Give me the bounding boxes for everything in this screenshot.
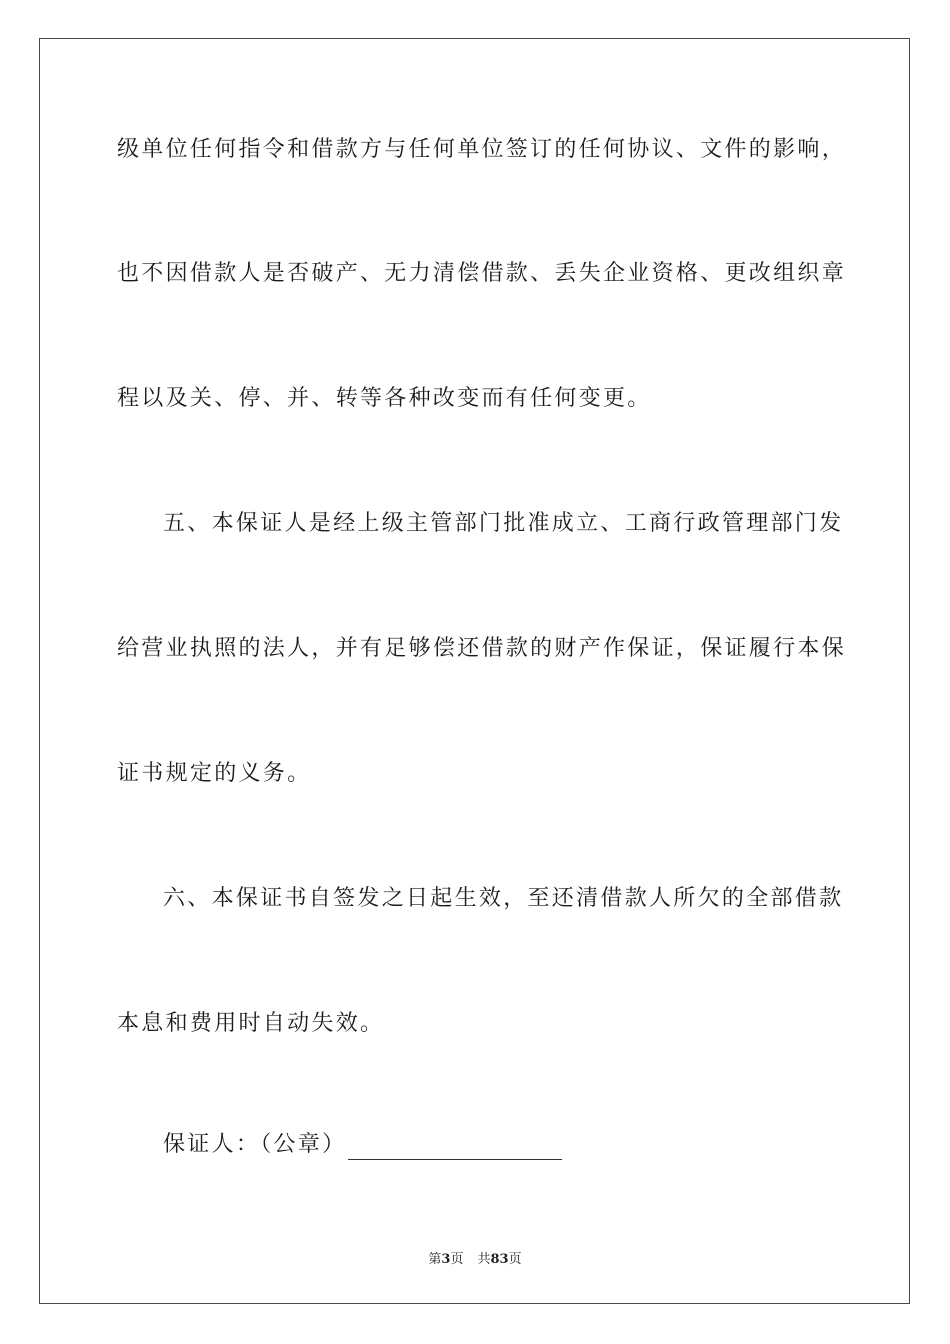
body-line-2: 也不因借款人是否破产、无力清偿借款、丢失企业资格、更改组织章 — [117, 261, 847, 286]
total-prefix: 共 — [477, 1252, 491, 1267]
body-line-1: 级单位任何指令和借款方与任何单位签订的任何协议、文件的影响， — [117, 137, 847, 162]
clause-five-line-2: 给营业执照的法人，并有足够偿还借款的财产作保证，保证履行本保 — [117, 636, 847, 661]
page-footer — [0, 1248, 950, 1267]
clause-five-line-1: 五、本保证人是经上级主管部门批准成立、工商行政管理部门发 — [163, 511, 844, 536]
signature-blank-line — [348, 1135, 562, 1160]
guarantor-signature-row — [163, 1130, 562, 1160]
page-prefix: 第 — [428, 1252, 442, 1267]
total-suffix: 页 — [508, 1252, 522, 1267]
page-border — [39, 38, 910, 1304]
body-line-3: 程以及关、停、并、转等各种改变而有任何变更。 — [117, 386, 652, 411]
total-pages: 83 — [490, 1252, 509, 1267]
clause-six-line-1: 六、本保证书自签发之日起生效，至还清借款人所欠的全部借款 — [163, 886, 844, 911]
clause-six-line-2: 本息和费用时自动失效。 — [117, 1011, 385, 1036]
clause-five-line-3: 证书规定的义务。 — [117, 761, 312, 786]
guarantor-label: 保证人：（公章） — [163, 1132, 347, 1157]
page-number: 3 — [441, 1252, 451, 1267]
page-suffix: 页 — [450, 1252, 464, 1267]
